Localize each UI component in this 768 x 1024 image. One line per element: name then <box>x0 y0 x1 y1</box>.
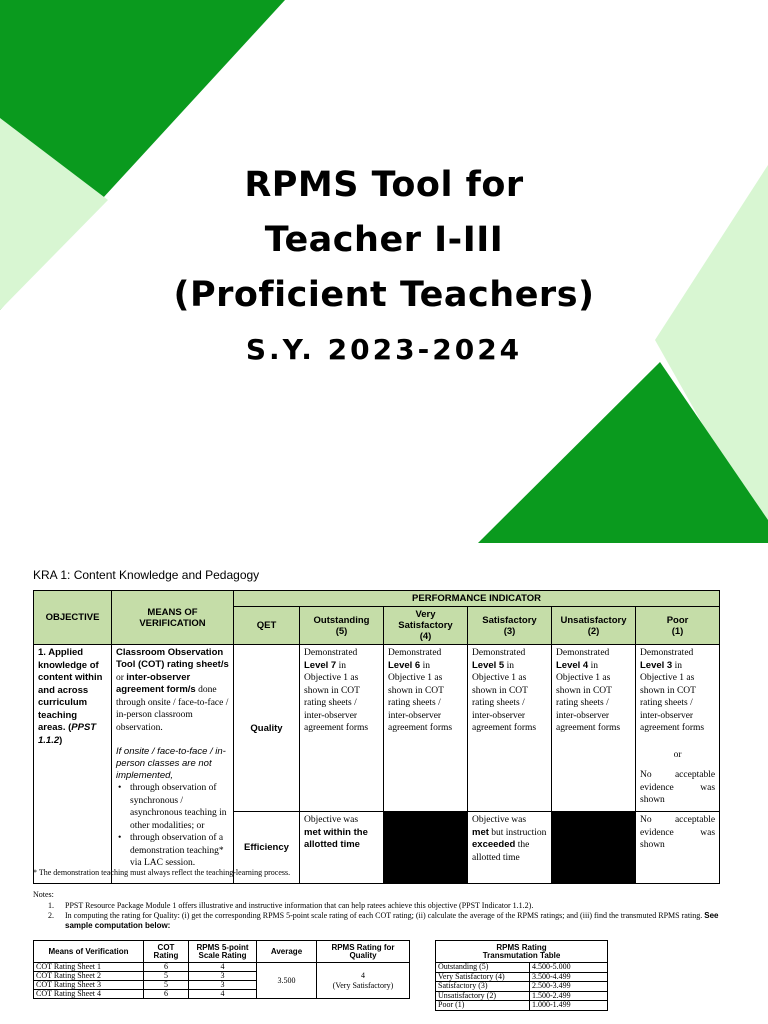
header-satisfactory: Satisfactory (3) <box>468 607 552 645</box>
sample-header-rpms-quality: RPMS Rating for Quality <box>317 941 410 963</box>
note-1: 1. PPST Resource Package Module 1 offers illustrative and instructive information that can help ratees achieve this objective (PPST Indicator 1.1.2). <box>48 901 534 910</box>
footnote: * The demonstration teaching must always reflect the teaching-learning process. <box>33 868 291 877</box>
quality-satisfactory: Demonstrated Level 5 in Objective 1 as shown in COT rating sheets / inter-observer agreement forms <box>468 645 552 812</box>
table-row: COT Rating Sheet 1 6 4 3.500 4 (Very Satisfactory) <box>34 963 410 972</box>
kra-title: KRA 1: Content Knowledge and Pedagogy <box>33 568 260 582</box>
sample-header-mov: Means of Verification <box>34 941 144 963</box>
header-unsatisfactory: Unsatisfactory (2) <box>552 607 636 645</box>
transmutation-title: RPMS Rating Transmutation Table <box>436 941 608 963</box>
qet-efficiency: Efficiency <box>234 812 300 884</box>
quality-very-satisfactory: Demonstrated Level 6 in Objective 1 as shown in COT rating sheets / inter-observer agreement forms <box>384 645 468 812</box>
header-poor: Poor (1) <box>636 607 720 645</box>
header-performance-indicator: PERFORMANCE INDICATOR <box>234 591 720 607</box>
quality-outstanding: Demonstrated Level 7 in Objective 1 as shown in COT rating sheets / inter-observer agreement forms <box>300 645 384 812</box>
header-qet: QET <box>234 607 300 645</box>
performance-indicator-table <box>33 590 720 884</box>
qet-quality: Quality <box>234 645 300 812</box>
transmutation-table <box>435 940 608 1011</box>
table-row: Satisfactory (3) 2.500-3.499 <box>436 982 608 992</box>
sample-header-cot: COT Rating <box>144 941 189 963</box>
table-row: Outstanding (5) 4.500-5.000 <box>436 963 608 973</box>
cover-title-line-2: Teacher I-III <box>264 220 504 260</box>
sample-header-rpms-scale: RPMS 5-point Scale Rating <box>189 941 257 963</box>
header-objective: OBJECTIVE <box>34 591 112 645</box>
mov-bullet-1: • through observation of synchronous / asynchronous teaching in other modalities; or <box>116 782 229 832</box>
mov-bullet-2: • through observation of a demonstration teaching* via LAC session. <box>116 832 229 870</box>
note-2: 2. In computing the rating for Quality: (i) get the corresponding RPMS 5-point scale rating of each COT rating; (ii) calculate the average of the RPMS ratings; and (iii) find the transmuted RPMS rating. See sample computation below: <box>48 911 719 930</box>
header-means-of-verification: MEANS OF VERIFICATION <box>112 591 234 645</box>
efficiency-poor: No acceptable evidence was shown <box>636 812 720 884</box>
sample-average: 3.500 <box>257 963 317 999</box>
cover-title-line-3: (Proficient Teachers) <box>173 275 595 315</box>
efficiency-outstanding: Objective was met within the allotted time <box>300 812 384 884</box>
sample-header-average: Average <box>257 941 317 963</box>
efficiency-very-satisfactory-blank <box>384 812 468 884</box>
table-row: Poor (1) 1.000-1.499 <box>436 1001 608 1011</box>
table-row: COT Rating Sheet 4 6 4 <box>34 990 410 999</box>
cover-title-line-1: RPMS Tool for <box>244 165 524 205</box>
quality-poor: Demonstrated Level 3 in Objective 1 as shown in COT rating sheets / inter-observer agreement forms or No acceptable evidence was shown <box>636 645 720 812</box>
header-very-satisfactory: Very Satisfactory (4) <box>384 607 468 645</box>
efficiency-unsatisfactory-blank <box>552 812 636 884</box>
cover-school-year: S.Y. 2023-2024 <box>245 333 523 366</box>
table-row: Very Satisfactory (4) 3.500-4.499 <box>436 972 608 982</box>
rpms-document <box>0 545 768 1024</box>
header-outstanding: Outstanding (5) <box>300 607 384 645</box>
table-row: Unsatisfactory (2) 1.500-2.499 <box>436 991 608 1001</box>
table-row: COT Rating Sheet 3 5 3 <box>34 981 410 990</box>
sample-computation-table <box>33 940 410 999</box>
sample-rpms-rating: 4 (Very Satisfactory) <box>317 963 410 999</box>
notes-heading: Notes: <box>33 890 54 899</box>
efficiency-satisfactory: Objective was met but instruction exceeded the allotted time <box>468 812 552 884</box>
means-of-verification-cell: Classroom Observation Tool (COT) rating sheet/s or inter-observer agreement form/s done through onsite / face-to-face / in-person classroom observation. If onsite / face-to-face / in-person classes are not implemented, • through observation of synchronous / asynchronous teaching in other modalities; or • through observation of a demonstration teaching* via LAC session. <box>112 645 234 884</box>
table-row: COT Rating Sheet 2 5 3 <box>34 972 410 981</box>
objective-cell: 1. Applied knowledge of content within and across curriculum teaching areas. (PPST 1.1.2) <box>34 645 112 884</box>
quality-unsatisfactory: Demonstrated Level 4 in Objective 1 as shown in COT rating sheets / inter-observer agreement forms <box>552 645 636 812</box>
